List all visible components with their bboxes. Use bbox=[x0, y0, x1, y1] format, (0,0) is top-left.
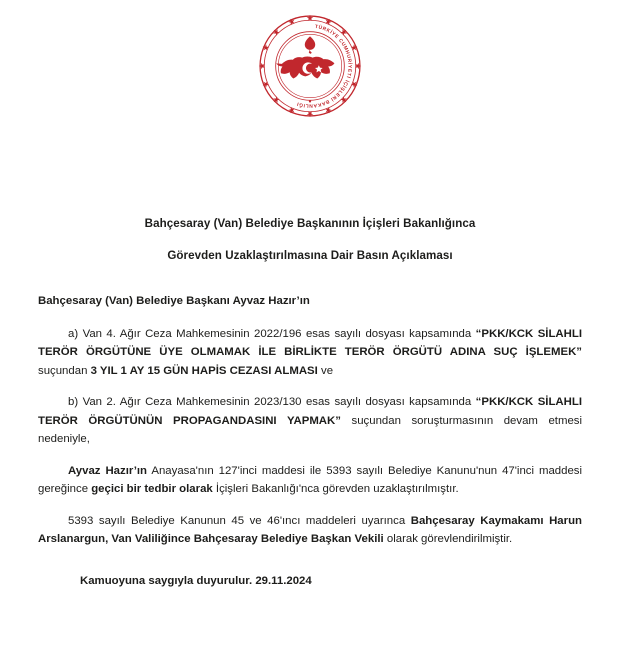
document-body bbox=[0, 293, 620, 548]
body-text: ve bbox=[317, 364, 334, 377]
body-text: a) Van 4. Ağır Ceza Mahkemesinin 2022/196 esas sayılı dosyası kapsamında bbox=[68, 327, 476, 340]
emphasised-text: geçici bir tedbir olarak bbox=[91, 483, 213, 496]
heading-line-2: Görevden Uzaklaştırılmasına Dair Basın Açıklaması bbox=[167, 248, 453, 262]
subject-line: Bahçesaray (Van) Belediye Başkanı Ayvaz Hazır’ın bbox=[38, 295, 310, 308]
emblem-container bbox=[0, 0, 620, 118]
body-text: 5393 sayılı Belediye Kanunun 45 ve 46'ıncı maddeleri uyarınca bbox=[68, 514, 411, 527]
seal-ring-text: TÜRKİYE CUMHURİYETİ İÇİŞLERİ BAKANLIĞI bbox=[296, 24, 352, 108]
body-text: Anayasa'nın 127'inci maddesi ile 5393 sayılı Belediye Kanunu'nun 47'inci maddesi gereğince bbox=[38, 464, 583, 496]
ministry-seal-icon bbox=[258, 14, 362, 118]
paragraph-item-a bbox=[38, 325, 582, 380]
body-text: İçişleri Bakanlığı'nca görevden uzaklaştırılmıştır. bbox=[212, 483, 459, 496]
emphasised-text: 3 YIL 1 AY 15 GÜN HAPİS CEZASI ALMASI bbox=[90, 364, 318, 377]
closing-line: Kamuoyuna saygıyla duyurulur. 29.11.2024 bbox=[80, 574, 312, 587]
body-text: suçundan bbox=[38, 364, 91, 377]
body-text: suçundan soruşturmasının devam etmesi nedeniyle, bbox=[38, 414, 583, 446]
emphasised-text: “PKK/KCK SİLAHLI TERÖR ÖRGÜTÜNÜN PROPAGANDASINI YAPMAK” bbox=[38, 396, 582, 427]
document-heading bbox=[0, 216, 620, 263]
emphasised-text: “PKK/KCK SİLAHLI TERÖR ÖRGÜTÜNE ÜYE OLMAMAK İLE BİRLİKTE TERÖR ÖRGÜTÜ ADINA SUÇ İŞLEMEK” bbox=[38, 327, 582, 359]
emphasised-text: Bahçesaray Kaymakamı Harun Arslanargun, Van Valiliğince Bahçesaray Belediye Başkan Vekili bbox=[38, 514, 582, 546]
paragraph-appointment bbox=[38, 512, 582, 549]
paragraph-suspension bbox=[38, 462, 582, 499]
heading-line-1: Bahçesaray (Van) Belediye Başkanının İçişleri Bakanlığınca bbox=[144, 217, 476, 230]
body-text: b) Van 2. Ağır Ceza Mahkemesinin 2023/130 esas sayılı dosyası kapsamında bbox=[68, 396, 476, 409]
paragraph-item-b bbox=[38, 393, 582, 448]
paragraph-list bbox=[38, 325, 582, 549]
emphasised-text: Ayvaz Hazır’ın bbox=[68, 464, 148, 477]
body-text: olarak görevlendirilmiştir. bbox=[383, 533, 513, 546]
